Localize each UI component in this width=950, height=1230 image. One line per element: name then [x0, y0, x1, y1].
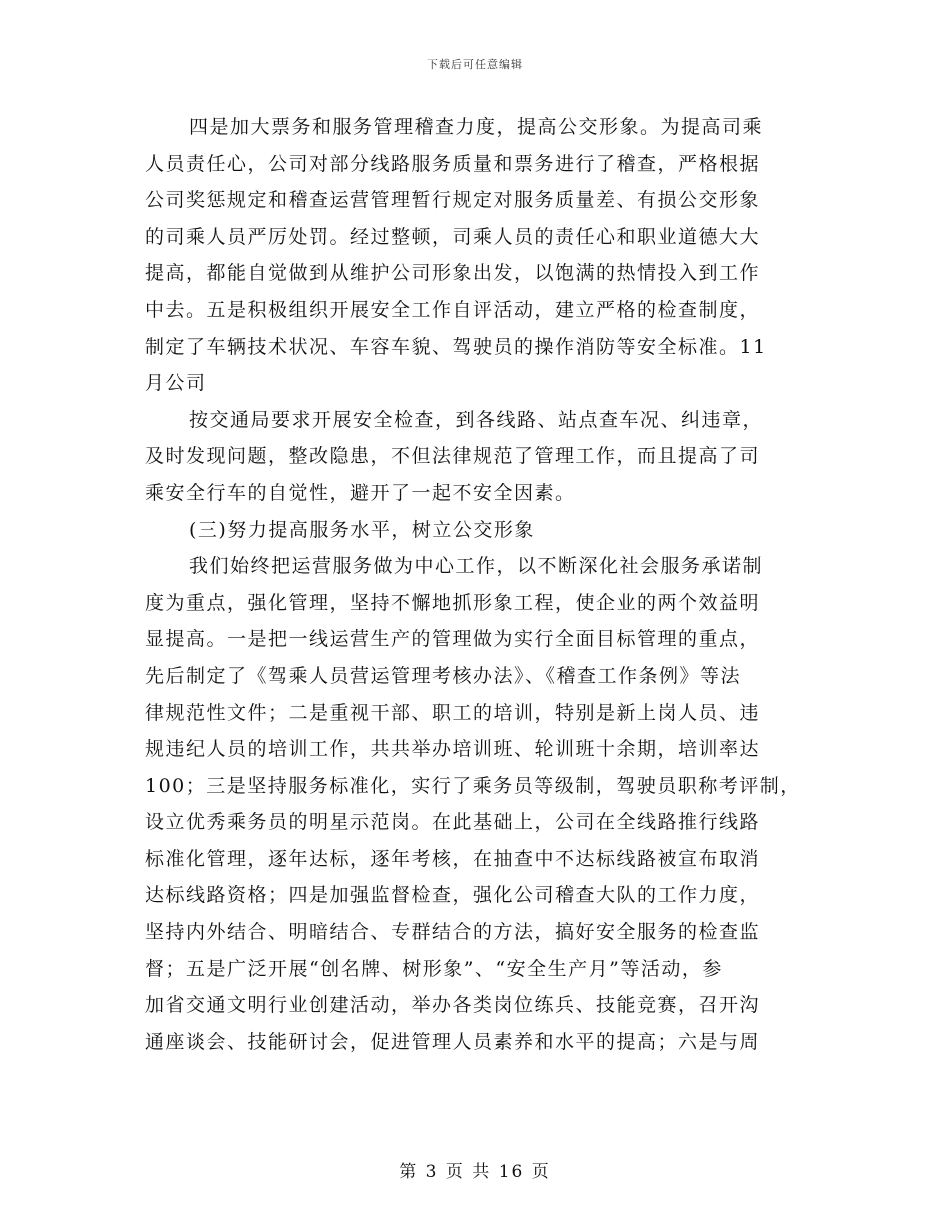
page-footer: 第 3 页 共 16 页: [399, 1162, 551, 1182]
section-heading: (三)努力提高服务水平，树立公交形象: [189, 518, 535, 541]
text-line: 设立优秀乘务员的明星示范岗。在此基础上，公司在全线路推行线路: [145, 811, 761, 834]
header-note: 下载后可任意编辑: [427, 58, 523, 71]
text-line: 坚持内外结合、明暗结合、专群结合的方法，搞好安全服务的检查监: [145, 921, 761, 944]
text-line: 律规范性文件；二是重视干部、职工的培训，特别是新上岗人员、违: [145, 701, 761, 724]
text-line: 100；三是坚持服务标准化，实行了乘务员等级制，驾驶员职称考评制，: [145, 774, 801, 797]
text-line: 四是加大票务和服务管理稽查力度，提高公交形象。为提高司乘: [189, 116, 764, 138]
text-line: 显提高。一是把一线运营生产的管理做为实行全面目标管理的重点，: [145, 628, 761, 651]
text-line: 先后制定了《驾乘人员营运管理考核办法》、《稽查工作条例》等法: [145, 664, 742, 687]
text-line: 乘安全行车的自觉性，避开了一起不安全因素。: [145, 481, 576, 504]
text-line: 度为重点，强化管理，坚持不懈地抓形象工程，使企业的两个效益明: [145, 591, 761, 614]
text-line: 人员责任心，公司对部分线路服务质量和票务进行了稽查，严格根据: [145, 152, 761, 175]
text-line: 公司奖惩规定和稽查运营管理暂行规定对服务质量差、有损公交形象: [145, 189, 761, 212]
text-line: 达标线路资格；四是加强监督检查，强化公司稽查大队的工作力度，: [145, 884, 761, 907]
text-line: 规违纪人员的培训工作，共共举办培训班、轮训班十余期，培训率达: [145, 738, 761, 761]
document-body: [145, 109, 817, 1060]
text-line: 中去。五是积极组织开展安全工作自评活动，建立严格的检查制度，: [145, 298, 761, 321]
text-line: 通座谈会、技能研讨会，促进管理人员素养和水平的提高；六是与周: [145, 1030, 761, 1053]
text-line: 及时发现问题，整改隐患，不但法律规范了管理工作，而且提高了司: [145, 445, 761, 468]
text-line: 标准化管理，逐年达标，逐年考核，在抽查中不达标线路被宣布取消: [145, 847, 761, 870]
text-line: 制定了车辆技术状况、车容车貌、驾驶员的操作消防等安全标准。11: [145, 335, 767, 358]
text-line: 按交通局要求开展安全检查，到各线路、站点查车况、纠违章，: [189, 408, 764, 431]
text-line: 月公司: [145, 372, 207, 395]
text-line: 我们始终把运营服务做为中心工作，以不断深化社会服务承诺制: [189, 555, 764, 578]
text-line: 的司乘人员严厉处罚。经过整顿，司乘人员的责任心和职业道德大大: [145, 225, 761, 248]
text-line: 加省交通文明行业创建活动，举办各类岗位练兵、技能竞赛，召开沟: [145, 994, 761, 1017]
text-line: 提高，都能自觉做到从维护公司形象出发，以饱满的热情投入到工作: [145, 262, 761, 285]
text-line: 督；五是广泛开展“创名牌、树形象”、“安全生产月”等活动，参: [145, 957, 723, 980]
